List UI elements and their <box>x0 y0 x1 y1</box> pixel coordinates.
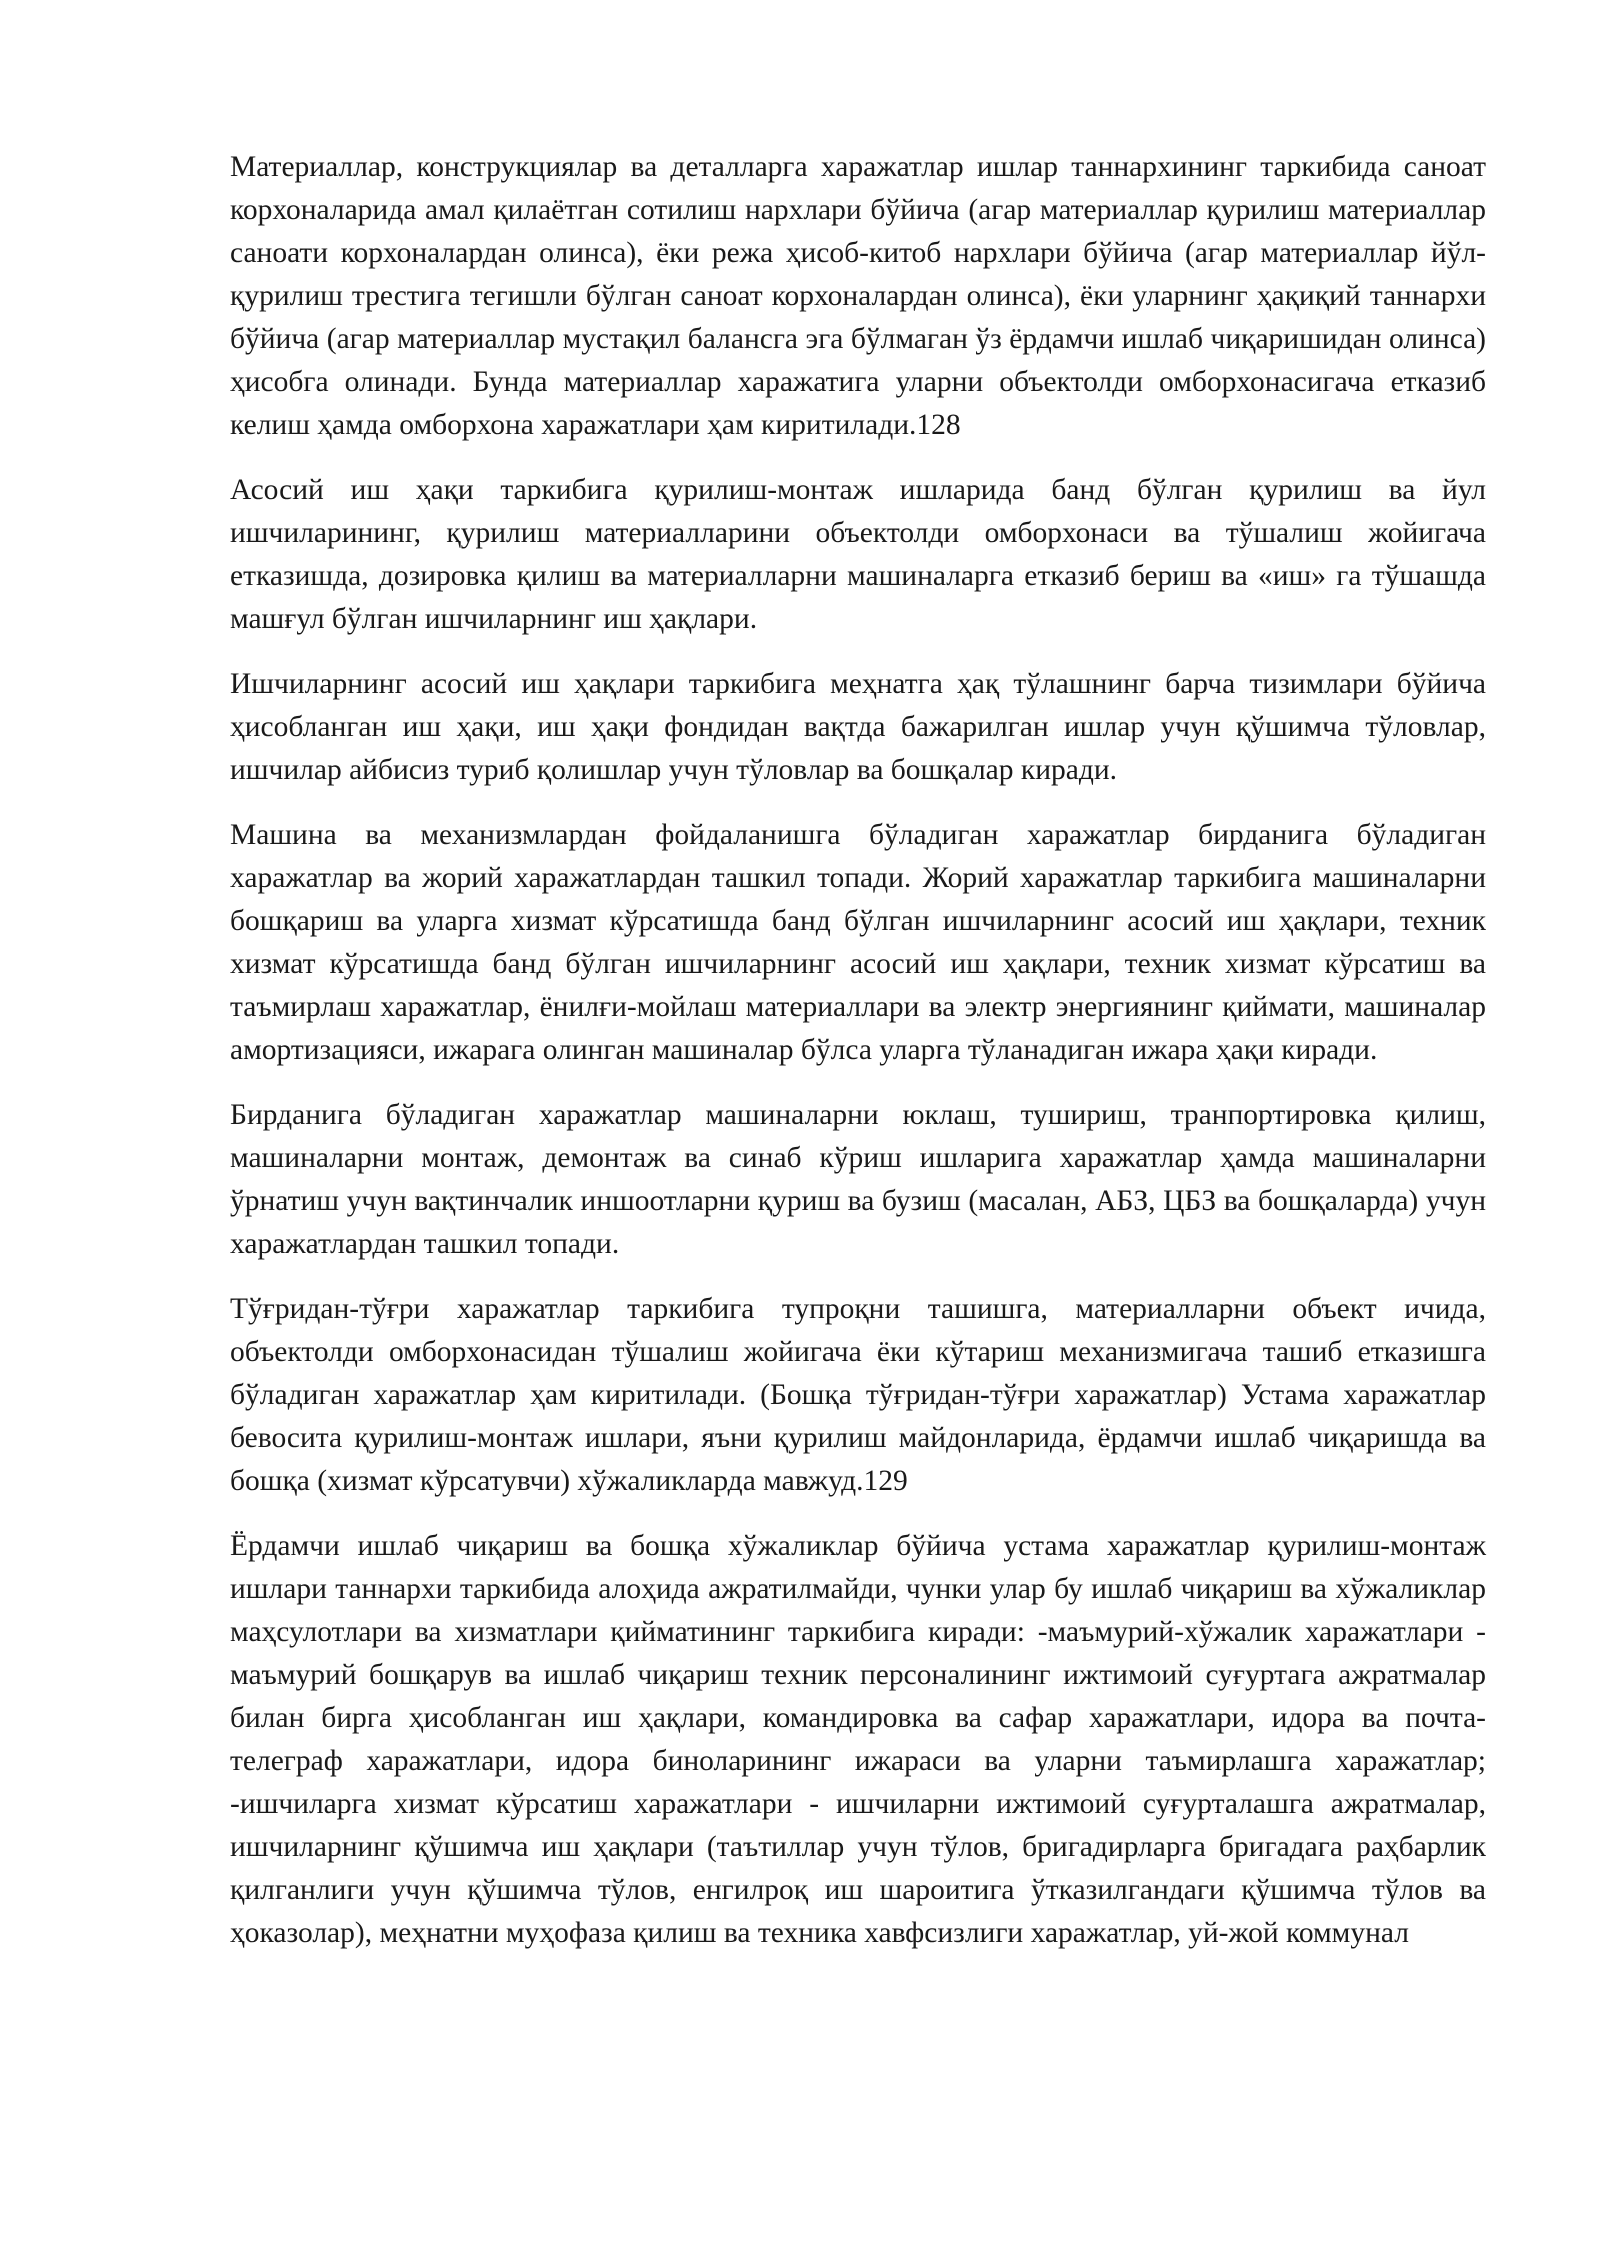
paragraph-7: Ёрдамчи ишлаб чиқариш ва бошқа хўжаликлар бўйича устама харажатлар қурилиш-монтаж ишлари таннархи таркибида алоҳида ажратилмайди, чунки улар бу ишлаб чиқариш ва хўжаликлар маҳсулотлари ва хизматлари қийматининг таркибига киради: -маъмурий-хўжалик харажатлари - маъмурий бошқарув ва ишлаб чиқариш техник персоналининг ижтимоий суғуртага ажратмалар билан бирга ҳисобланган иш ҳақлари, командировка ва сафар харажатлари, идора ва почта-телеграф харажатлари, идора биноларининг ижараси ва уларни таъмирлашга харажатлар; -ишчиларга хизмат кўрсатиш харажатлари - ишчиларни ижтимоий суғурталашга ажратмалар, ишчиларнинг қўшимча иш ҳақлари (таътиллар учун тўлов, бригадирларга бригадага раҳбарлик қилганлиги учун қўшимча тўлов, енгилроқ иш шароитига ўтказилгандаги қўшимча тўлов ва ҳоказолар), меҳнатни муҳофаза қилиш ва техника хавфсизлиги харажатлар, уй-жой коммунал <box>230 1530 1486 1949</box>
paragraph-6: Тўғридан-тўғри харажатлар таркибига тупроқни ташишга, материалларни объект ичида, объектолди омборхонасидан тўшалиш жойигача ёки кўтариш механизмигача ташиб етказишга бўладиган харажатлар ҳам киритилади. (Бошқа тўғридан-тўғри харажатлар) Устама харажатлар бевосита қурилиш-монтаж ишлари, яъни қурилиш майдонларида, ёрдамчи ишлаб чиқаришда ва бошқа (хизмат кўрсатувчи) хўжаликларда мавжуд.129 <box>230 1293 1486 1497</box>
paragraph-1: Материаллар, конструкциялар ва деталларга харажатлар ишлар таннархининг таркибида саноат корхоналарида амал қилаётган сотилиш нархлари бўйича (агар материаллар қурилиш материаллар саноати корхоналардан олинса), ёки режа ҳисоб-китоб нархлари бўйича (агар материаллар йўл-қурилиш трестига тегишли бўлган саноат корхоналардан олинса), ёки уларнинг ҳақиқий таннархи бўйича (агар материаллар мустақил балансга эга бўлмаган ўз ёрдамчи ишлаб чиқаришидан олинса) ҳисобга олинади. Бунда материаллар харажатига уларни объектолди омборхонасигача етказиб келиш ҳамда омборхона харажатлари ҳам киритилади.128 <box>230 151 1486 441</box>
document-body <box>230 146 1486 1977</box>
paragraph-3: Ишчиларнинг асосий иш ҳақлари таркибига меҳнатга ҳақ тўлашнинг барча тизимлари бўйича ҳисобланган иш ҳақи, иш ҳақи фондидан вақтда бажарилган ишлар учун қўшимча тўловлар, ишчилар айбисиз туриб қолишлар учун тўловлар ва бошқалар киради. <box>230 668 1486 786</box>
paragraph-5: Бирданига бўладиган харажатлар машиналарни юклаш, тушириш, транпортировка қилиш, машиналарни монтаж, демонтаж ва синаб кўриш ишларига харажатлар ҳамда машиналарни ўрнатиш учун вақтинчалик иншоотларни қуриш ва бузиш (масалан, АБЗ, ЦБЗ ва бошқаларда) учун харажатлардан ташкил топади. <box>230 1099 1486 1260</box>
paragraph-4: Машина ва механизмлардан фойдаланишга бўладиган харажатлар бирданига бўладиган харажатлар ва жорий харажатлардан ташкил топади. Жорий харажатлар таркибига машиналарни бошқариш ва уларга хизмат кўрсатишда банд бўлган ишчиларнинг асосий иш ҳақлари, техник хизмат кўрсатишда банд бўлган ишчиларнинг асосий иш ҳақлари, техник хизмат кўрсатиш ва таъмирлаш харажатлар, ёнилғи-мойлаш материаллари ва электр энергиянинг қиймати, машиналар амортизацияси, ижарага олинган машиналар бўлса уларга тўланадиган ижара ҳақи киради. <box>230 819 1486 1066</box>
paragraph-2: Асосий иш ҳақи таркибига қурилиш-монтаж ишларида банд бўлган қурилиш ва йул ишчиларининг, қурилиш материалларини объектолди омборхонаси ва тўшалиш жойигача етказишда, дозировка қилиш ва материалларни машиналарга етказиб бериш ва «иш» га тўшашда машғул бўлган ишчиларнинг иш ҳақлари. <box>230 474 1486 635</box>
